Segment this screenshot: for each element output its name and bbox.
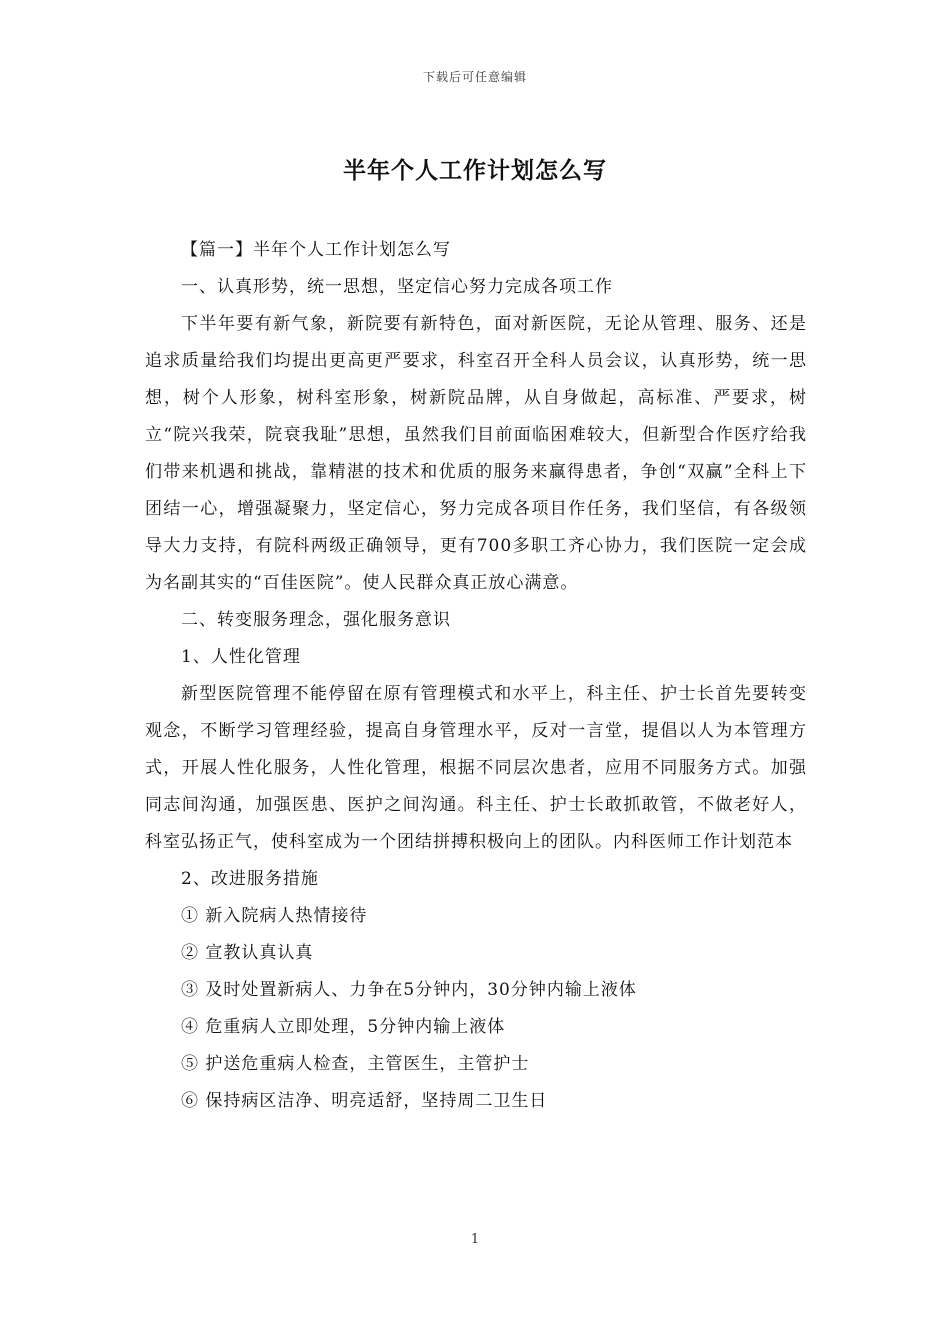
page-header-note: 下载后可任意编辑: [422, 70, 527, 84]
list-item: ⑤ 护送危重病人检查，主管医生，主管护士: [181, 1054, 530, 1074]
page-number: 1: [470, 1232, 480, 1247]
document-body: [145, 232, 807, 1120]
paragraph-intro: 下半年要有新气象，新院要有新特色，面对新医院，无论从管理、服务、还是追求质量给我们均提出更高更严要求，科室召开全科人员会议，认真形势，统一思想，树个人形象，树科室形象，树新院品牌，从自身做起，高标准、严要求，树立“院兴我荣，院衰我耻”思想，虽然我们目前面临困难较大，但新型合作医疗给我们带来机遇和挑战，靠精湛的技术和优质的服务来赢得患者，争创“双赢”全科上下团结一心，增强凝聚力，坚定信心，努力完成各项目作任务，我们坚信，有各级领导大力支持，有院科两级正确领导，更有700多职工齐心协力，我们医院一定会成为名副其实的“百佳医院”。使人民群众真正放心满意。: [145, 314, 807, 593]
list-item: ② 宣教认真认真: [181, 943, 314, 963]
section-heading-1: 一、认真形势，统一思想，坚定信心努力完成各项工作: [181, 277, 613, 297]
paragraph-management: 新型医院管理不能停留在原有管理模式和水平上，科主任、护士长首先要转变观念，不断学习管理经验，提高自身管理水平，反对一言堂，提倡以人为本管理方式，开展人性化服务，人性化管理，根据不同层次患者，应用不同服务方式。加强同志间沟通，加强医患、医护之间沟通。科主任、护士长敢抓敢管，不做老好人，科室弘扬正气，使科室成为一个团结拼搏积极向上的团队。内科医师工作计划范本: [145, 684, 807, 852]
section-heading-2: 二、转变服务理念，强化服务意识: [181, 610, 451, 630]
section-heading-part-one: 【篇一】半年个人工作计划怎么写: [181, 240, 451, 260]
list-item: ⑥ 保持病区洁净、明亮适舒，坚持周二卫生日: [181, 1091, 548, 1111]
subheading-humanized-management: 1、人性化管理: [181, 647, 301, 667]
list-item: ④ 危重病人立即处理，5分钟内输上液体: [181, 1017, 506, 1037]
list-item: ① 新入院病人热情接待: [181, 906, 368, 926]
subheading-service-measures: 2、改进服务措施: [181, 869, 319, 889]
document-title: 半年个人工作计划怎么写: [343, 157, 607, 184]
list-item: ③ 及时处置新病人、力争在5分钟内，30分钟内输上液体: [181, 980, 637, 1000]
